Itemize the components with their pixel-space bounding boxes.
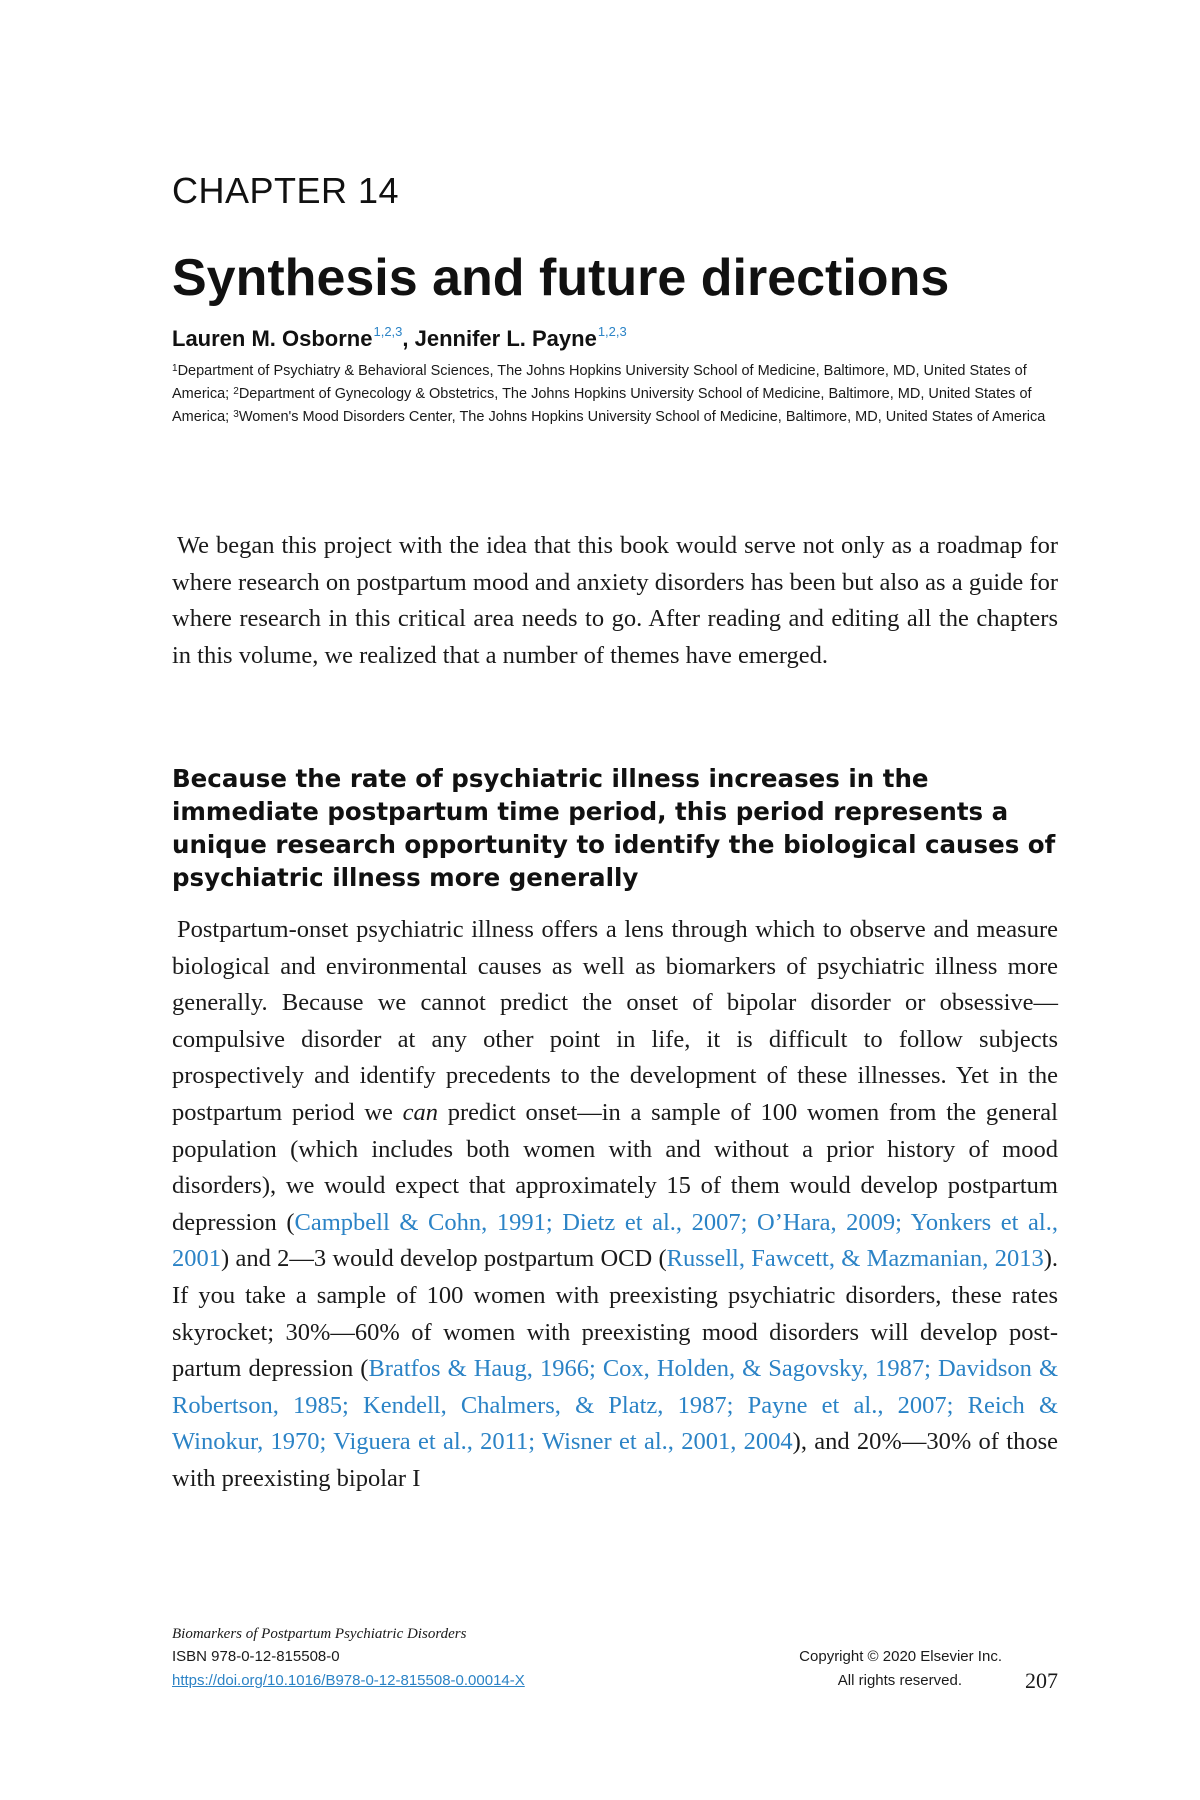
intro-paragraph: We began this project with the idea that this book would serve not only as a roadmap for where research on postpartum mood and anxiety disorders has been but also as a guide for where research in this critical area needs to go. After reading and editing all the chapters in this volume, we realized that a number of themes have emerged. (172, 532, 1058, 669)
footer-book-title: Biomarkers of Postpartum Psychiatric Disorders (172, 1626, 467, 1642)
paragraph-text: ). If you take a sample of 100 women with preexisting psychiatric disorders, these rates skyrocket; 30%—60% of women with preexisting mood disorders will develop postpartum depression ( (172, 1245, 1059, 1383)
chapter-title: Synthesis and future directions (172, 249, 950, 307)
chapter-label: CHAPTER 14 (172, 170, 400, 211)
author-list (172, 326, 627, 352)
affiliation-number: 2 (233, 386, 239, 397)
paragraph-text: ) and 2—3 would develop postpartum OCD ( (221, 1245, 667, 1273)
author-affiliation-marker[interactable]: 1,2,3 (597, 324, 627, 339)
main-paragraph (172, 912, 1058, 1498)
emphasis-text: can (402, 1098, 439, 1126)
author-separator: , (402, 326, 415, 351)
affiliation-number: 1 (172, 363, 178, 374)
footer-copyright: Copyright © 2020 Elsevier Inc. (799, 1648, 1002, 1665)
affiliation-text: Women's Mood Disorders Center, The Johns Hopkins University School of Medicine, Baltimore, MD, United States of America (238, 409, 1046, 425)
affiliation-number: 3 (233, 409, 239, 420)
book-page (172, 0, 1058, 1800)
citation-link[interactable]: Campbell & Cohn, 1991; Dietz et al., 2007; O’Hara, 2009; Yonkers et al., 2001 (172, 1208, 1058, 1273)
footer-doi-link[interactable]: https://doi.org/10.1016/B978-0-12-815508-0.00014-X (172, 1672, 525, 1689)
paragraph-text: predict onset—in a sample of 100 women from the general population (which includes both women with and without a prior history of mood disorders), we would expect that approximately 15 of them would develop postpartum depression ( (172, 1098, 1058, 1236)
citation-link[interactable]: Russell, Fawcett, & Mazmanian, 2013 (666, 1245, 1044, 1273)
affiliation-text: Department of Gynecology & Obstetrics, The Johns Hopkins University School of Medicine, Baltimore, MD, United States of America; (172, 386, 1032, 425)
affiliations (172, 360, 1058, 429)
footer-rights: All rights reserved. (837, 1672, 962, 1689)
paragraph-text: Postpartum-onset psychiatric illness offers a lens through which to observe and measure biological and environmental causes as well as biomarkers of psychiatric illness more generally. Because we cannot predict the onset of bipolar disorder or obsessive—compulsive disorder at any other point in life, it is difficult to follow subjects prospectively and identify precedents to the development of these illnesses. Yet in the postpartum period we (172, 916, 1058, 1126)
page-number: 207 (1025, 1668, 1058, 1693)
author-name: Jennifer L. Payne (414, 326, 597, 351)
section-heading: Because the rate of psychiatric illness increases in the immediate postpartum time period, this period represents a unique research opportunity to identify the biological causes of psychiatric illness more generally (172, 764, 1056, 892)
paragraph-text: ), and 20%—30% of those with preexisting bipolar I (172, 1428, 1058, 1492)
author-affiliation-marker[interactable]: 1,2,3 (373, 324, 403, 339)
footer-isbn: ISBN 978-0-12-815508-0 (172, 1648, 340, 1665)
citation-link[interactable]: Bratfos & Haug, 1966; Cox, Holden, & Sagovsky, 1987; Davidson & Robertson, 1985; Kendell, Chalmers, & Platz, 1987; Payne et al., 2007; Reich & Winokur, 1970; Viguera et al., 2011; Wisner et al., 2001, 2004 (172, 1355, 1059, 1456)
author-name: Lauren M. Osborne (172, 326, 373, 351)
affiliation-text: Department of Psychiatry & Behavioral Sciences, The Johns Hopkins University School of Medicine, Baltimore, MD, United States of America; (172, 363, 1027, 402)
